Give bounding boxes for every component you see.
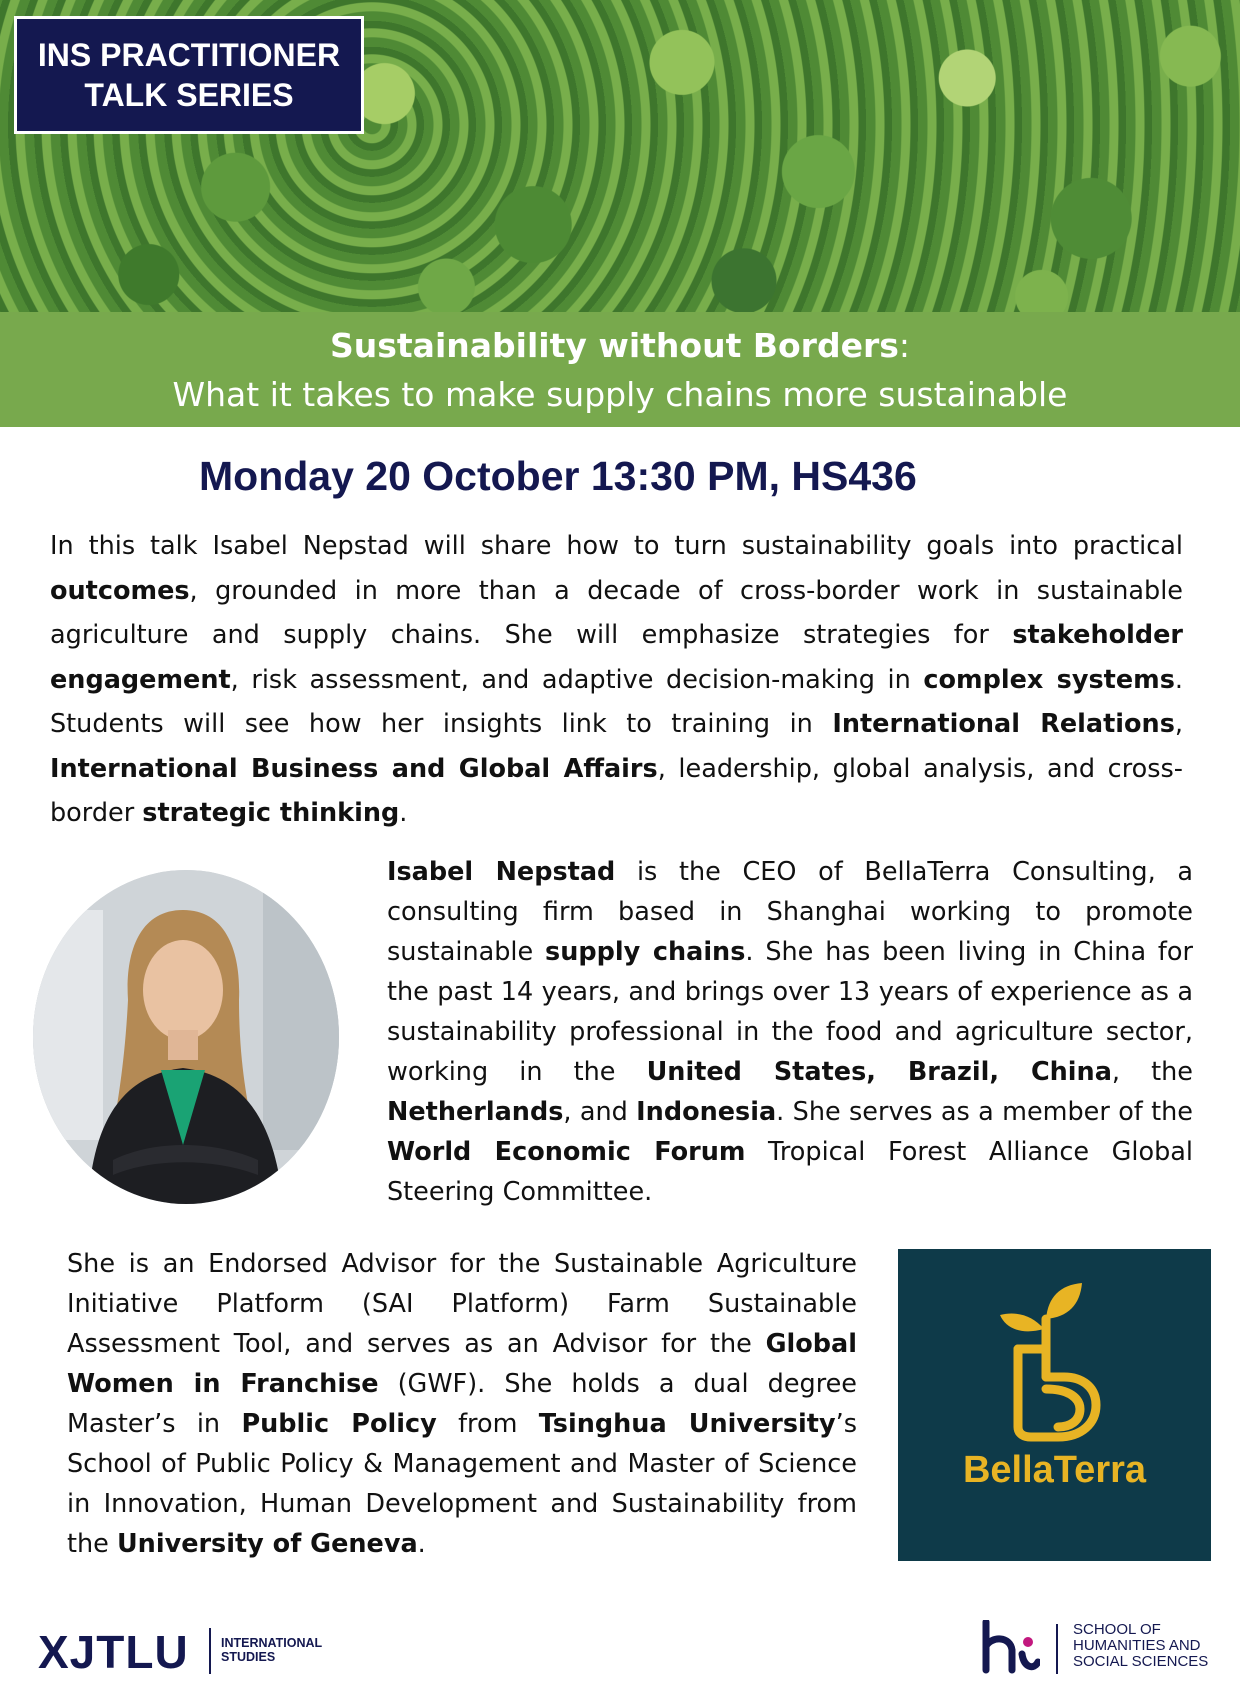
sprout-b-icon (898, 1249, 1211, 1561)
xjtlu-logo-wordmark: XJTLU (38, 1626, 189, 1678)
intro-paragraph: In this talk Isabel Nepstad will share how to turn sustainability goals into practical outcomes, grounded in more than a decade of cross-border work in sustainable agriculture and supply chains. She will emphasize strategies for stakeholder engagement, risk assessment, and adaptive decision-making in complex systems. Students will see how her insights link to training in International Relations, International Business and Global Affairs, leadership, global analysis, and cross-border strategic thinking. (50, 531, 1184, 828)
talk-subtitle: What it takes to make supply chains more sustainable (172, 375, 1068, 414)
event-date-location: Monday 20 October 13:30 PM, HS436 (199, 453, 917, 499)
forest-canopy-image (0, 0, 1240, 312)
title-band (0, 312, 1240, 427)
talk-title: Sustainability without Borders: (330, 326, 910, 365)
series-line-1: INS PRACTITIONER (37, 37, 341, 73)
series-line-2: TALK SERIES (84, 77, 294, 113)
school-name-label: SCHOOL OF HUMANITIES AND SOCIAL SCIENCES (1073, 1621, 1209, 1670)
hs-school-logo-icon (980, 1620, 1040, 1674)
speaker-photo-illustration (33, 870, 339, 1204)
speaker-portrait (33, 870, 339, 1204)
speaker-credentials-paragraph: She is an Endorsed Advisor for the Sustainable Agriculture Initiative Platform (SAI Platform) Farm Sustainable Assessment Tool, and serves as an Advisor for the Global Women in Franchise (GWF). She holds a dual degree Master’s in Public Policy from Tsinghua University’s School of Public Policy & Management and Master of Science in Innovation, Human Development and Sustainability from the University of Geneva. (67, 1249, 858, 1559)
school-divider (1056, 1624, 1058, 1674)
speaker-bio-paragraph: Isabel Nepstad is the CEO of BellaTerra Consulting, a consulting firm based in Shanghai working to promote sustainable supply chains. She has been living in China for the past 14 years, and brings over 13 years of experience as a sustainability professional in the food and agriculture sector, working in the United States, Brazil, China, the Netherlands, and Indonesia. She serves as a member of the World Economic Forum Tropical Forest Alliance Global Steering Committee. (387, 857, 1193, 1207)
bellaterra-wordmark: BellaTerra (962, 1449, 1147, 1491)
xjtlu-divider (209, 1628, 211, 1674)
international-studies-label: INTERNATIONAL STUDIES (221, 1636, 323, 1664)
series-badge (14, 16, 364, 134)
bellaterra-logo (898, 1249, 1211, 1561)
